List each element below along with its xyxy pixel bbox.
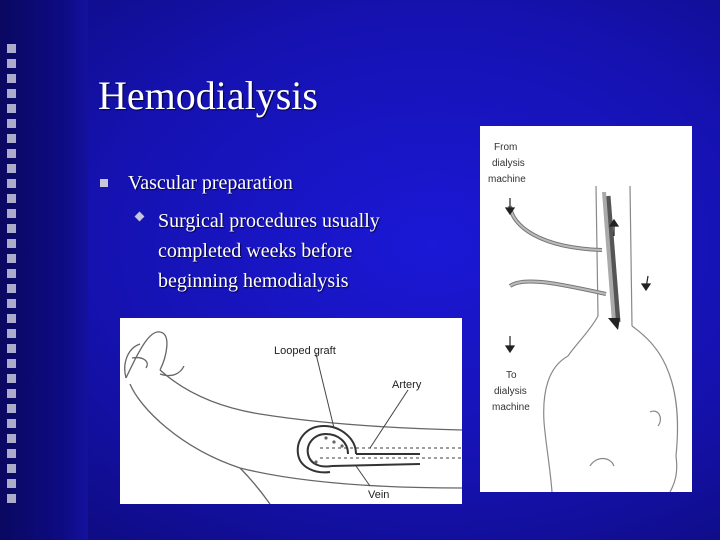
label-artery: Artery (392, 379, 422, 391)
square-bullet-icon (100, 179, 108, 187)
decorative-side-strip (0, 0, 88, 540)
diamond-bullet-icon (135, 212, 145, 222)
slide-title: Hemodialysis (98, 73, 318, 118)
arm-graft-drawing (120, 318, 462, 504)
sub-bullet-line: completed weeks before (158, 240, 353, 262)
label-to-dialysis-machine: To dialysis machine (492, 370, 530, 413)
bullet-text: Vascular preparation (128, 172, 293, 194)
looped-graft-illustration (120, 318, 462, 504)
sub-bullet-line: beginning hemodialysis (158, 270, 349, 292)
sub-bullet-line: Surgical procedures usually (158, 210, 380, 232)
sub-bullet-text (158, 206, 380, 296)
label-looped-graft: Looped graft (274, 345, 336, 357)
decorative-square-column (4, 44, 20, 509)
forearm-fistula-drawing (480, 126, 692, 492)
label-from-dialysis-machine: From dialysis machine (488, 142, 526, 185)
label-vein: Vein (368, 489, 390, 501)
fistula-dialysis-illustration (480, 126, 692, 492)
